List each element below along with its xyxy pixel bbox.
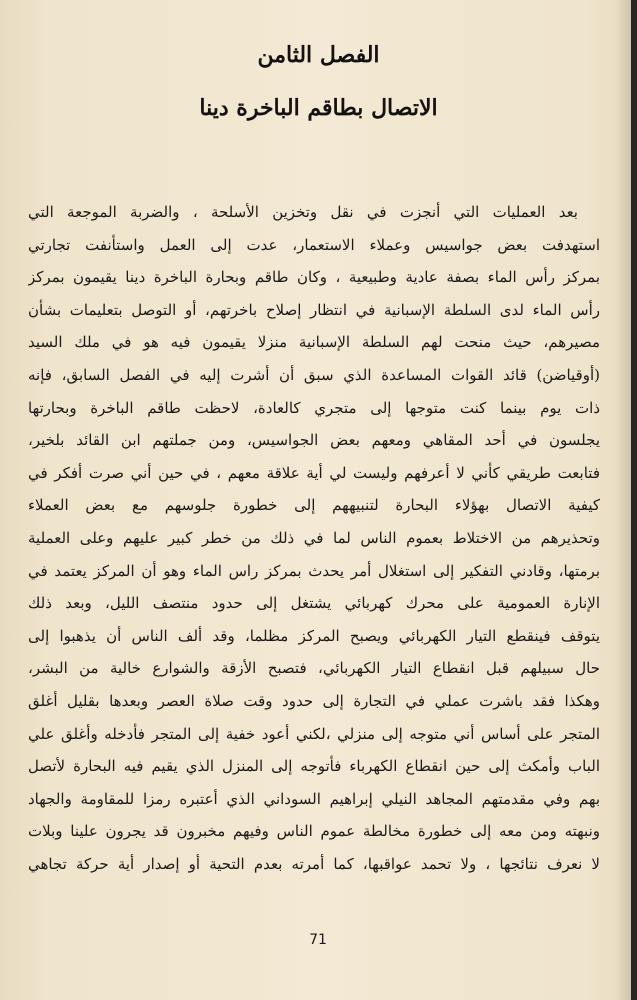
page-dark-edge bbox=[631, 0, 637, 1000]
text-line: لا نعرف نتائجها ، ولا تحمد عواقبها، كما أمرته بعدم التحية أو إصدار أية حركة تجاهي bbox=[28, 854, 600, 873]
text-line: بمركز رأس الماء بصفة عادية وطبيعية ، وكان طاقم وبحارة الباخرة دينا يقيمون بمركز bbox=[28, 268, 600, 287]
text-line: ذات يوم بينما كنت متوجها إلى متجري كالعادة، لاحظت طاقم الباخرة وبحارتها bbox=[28, 398, 600, 417]
text-line: الباب وأمكث إلى حين انقطاع الكهرباء فأتوجه إلى المنزل الذي يقيم فيه البحارة لأتصل bbox=[28, 757, 600, 776]
text-line: يتوقف فينقطع التيار الكهربائي ويصبح المركز مظلما، وقد ألف الناس أن يذهبوا إلى bbox=[28, 626, 600, 645]
text-line: فتابعت طريقي كأني لا أعرفهم وليست لي أية علاقة معهم ، في حين أني صرت أفكر في bbox=[28, 463, 600, 482]
text-line: وتحذيرهم من الاختلاط بعموم الناس لما في ذلك من خطر كبير عليهم وعلى العملية bbox=[28, 528, 600, 547]
text-line: كيفية الاتصال بهؤلاء البحارة لتنبيههم إلى خطورة جلوسهم مع بعض العملاء bbox=[28, 496, 600, 515]
text-line: رأس الماء لدى السلطة الإسبانية في انتظار إصلاح باخرتهم، أو التوصل بتعليمات بشأن bbox=[28, 300, 600, 319]
text-line: المتجر على أساس أني متوجه إلى منزلي ،لكني أعود خفية إلى المتجر فأدخله وأغلق علي bbox=[28, 724, 600, 743]
body-paragraph bbox=[28, 196, 600, 880]
text-line: بعد العمليات التي أنجزت في نقل وتخزين الأسلحة ، والضربة الموجعة التي bbox=[28, 203, 578, 221]
text-line: الإنارة العمومية على محرك كهربائي يشتغل إلى حدود منتصف الليل، وبعد ذلك bbox=[28, 594, 600, 613]
text-line: (أوقياضن) قائد القوات المساعدة الذي سبق أن أشرت إليه في الفصل السابق، فإنه bbox=[28, 365, 600, 384]
text-line: ونبهته ومن معه إلى خطورة مخالطة عموم الناس وفيهم مخبرون قد يجرون علينا وبلات bbox=[28, 822, 600, 841]
page-number: 71 bbox=[309, 932, 327, 948]
text-line: يجلسون في أحد المقاهي ومعهم بعض الجواسيس، ومن جملتهم ابن القائد بلخير، bbox=[28, 431, 600, 450]
chapter-subtitle: الاتصال بطاقم الباخرة دينا bbox=[199, 95, 438, 121]
chapter-title: الفصل الثامن bbox=[257, 42, 380, 68]
text-line: برمتها، وقادني التفكير إلى استغلال أمر يحدث بمركز راس الماء وهو أن المركز يعتمد في bbox=[28, 561, 600, 580]
text-line: استهدفت بعض جواسيس وعملاء الاستعمار، عدت إلى العمل واستأنفت تجارتي bbox=[28, 235, 600, 254]
text-line: وهكذا فقد باشرت عملي في التجارة إلى حدود وقت صلاة العصر وبعدها بقليل أغلق bbox=[28, 691, 600, 710]
text-line: حال سبيلهم قبل انقطاع التيار الكهربائي، فتصبح الأزقة والشوارع خالية من البشر، bbox=[28, 659, 600, 678]
text-line: بهم وفي مقدمتهم المجاهد النيلي إبراهيم السوداني الذي أعتبره رمزا للمقاومة والجهاد bbox=[28, 789, 600, 808]
text-line: مصيرهم، حيث منحت لهم السلطة الإسبانية منزلا يقيمون فيه هو في ملك السيد bbox=[28, 333, 600, 352]
